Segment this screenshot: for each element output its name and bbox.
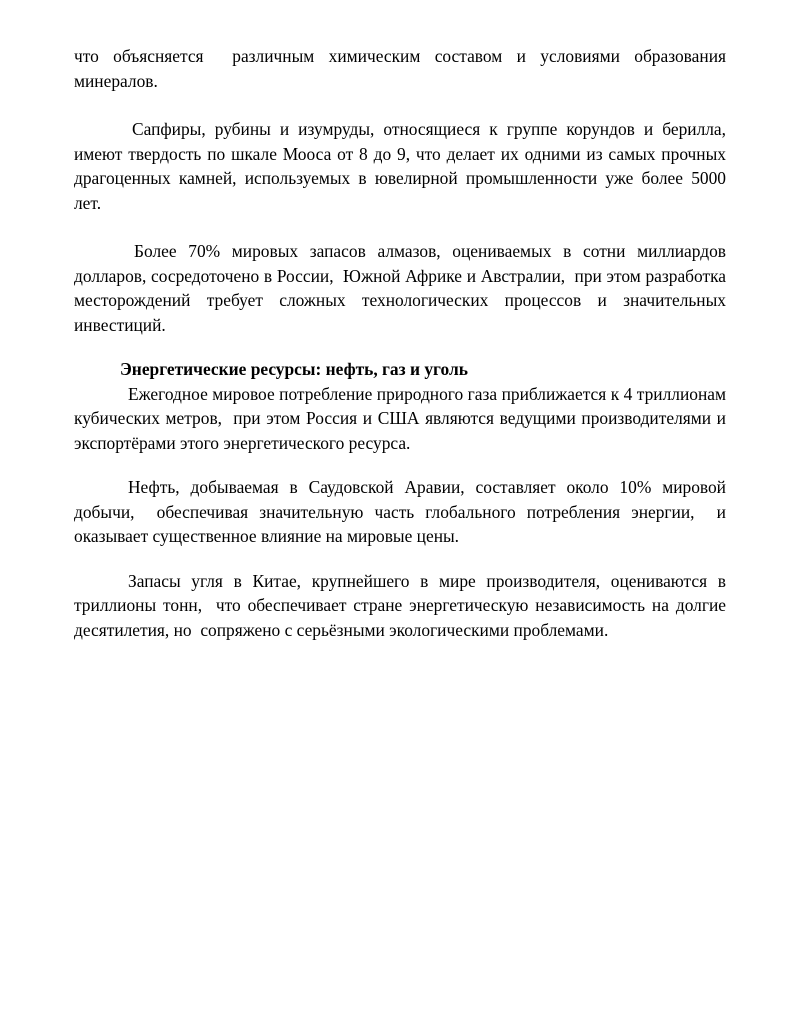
document-page — [74, 44, 731, 642]
section-heading-energy: Энергетические ресурсы: нефть, газ и уголь — [120, 359, 468, 379]
paragraph-minerals-continuation: что объясняется различным химическим составом и условиями образования минералов. — [74, 46, 731, 91]
paragraph-gemstones: Сапфиры, рубины и изумруды, относящиеся к группе корундов и берилла, имеют твердость по шкале Мооса от 8 до 9, что делает их одними из самых прочных драгоценных камней, используемых в ювелирной промышленности уже более 5000 лет. — [74, 119, 731, 213]
paragraph-oil: Нефть, добываемая в Саудовской Аравии, составляет около 10% мировой добычи, обеспечивая значительную часть глобального потребления энергии, и оказывает существенное влияние на мировые цены. — [74, 477, 731, 546]
paragraph-natural-gas: Ежегодное мировое потребление природного газа приближается к 4 триллионам кубических метров, при этом Россия и США являются ведущими производителями и экспортёрами этого энергетического ресурса. — [74, 383, 731, 453]
paragraph-diamonds: Более 70% мировых запасов алмазов, оцениваемых в сотни миллиардов долларов, сосредоточено в России, Южной Африке и Австралии, при этом разработка месторождений требует сложных технологических процессов и значительных инвестиций. — [74, 241, 731, 335]
paragraph-coal: Запасы угля в Китае, крупнейшего в мире производителя, оцениваются в триллионы тонн, что обеспечивает стране энергетическую независимость на долгие десятилетия, но сопряжено с серьёзными экологическими проблемами. — [74, 570, 731, 640]
